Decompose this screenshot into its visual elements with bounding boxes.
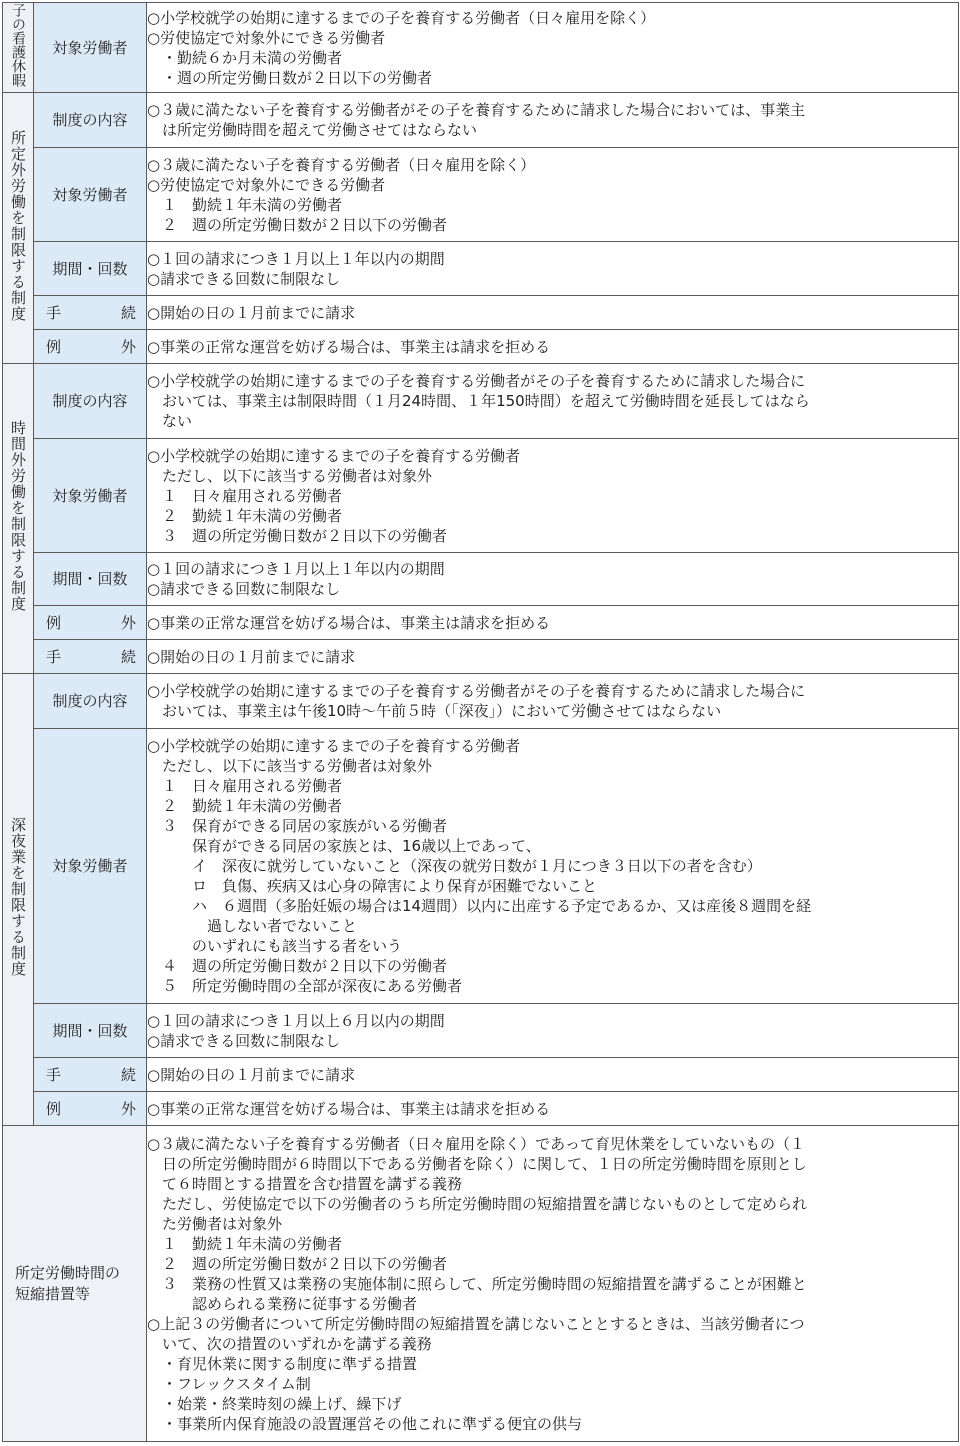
table-row [3, 1092, 959, 1126]
table-row [3, 606, 959, 640]
row-content: ○１回の請求につき１月以上１年以内の期間 ○請求できる回数に制限なし [147, 553, 959, 606]
row-label: 制度の内容 [34, 674, 147, 729]
row-label-text: 例 外 [46, 1099, 136, 1118]
row-content: ○１回の請求につき１月以上６月以内の期間 ○請求できる回数に制限なし [147, 1004, 959, 1058]
row-label-text: 手 続 [46, 647, 136, 666]
table-row [3, 439, 959, 553]
row-label: 対象労働者 [34, 3, 147, 93]
table-row [3, 1126, 959, 1442]
row-content: ○３歳に満たない子を養育する労働者がその子を養育するために請求した場合においては、事業主 は所定労働時間を超えて労働させてはならない [147, 93, 959, 148]
row-label: 期間・回数 [34, 1004, 147, 1058]
row-content: ○事業の正常な運営を妨げる場合は、事業主は請求を拒める [147, 1092, 959, 1126]
row-content: ○開始の日の１月前までに請求 [147, 1058, 959, 1092]
category-label: 所定労働時間の 短縮措置等 [15, 1263, 121, 1303]
row-label-text: 例 外 [46, 613, 136, 632]
row-label: 対象労働者 [34, 148, 147, 242]
row-content: ○１回の請求につき１月以上１年以内の期間 ○請求できる回数に制限なし [147, 242, 959, 296]
childcare-measures-table [2, 2, 959, 1442]
table-row [3, 1004, 959, 1058]
table-row [3, 640, 959, 674]
row-label: 制度の内容 [34, 364, 147, 439]
row-content: ○開始の日の１月前までに請求 [147, 296, 959, 330]
category-cell: 時間外労働を制限する制度 [3, 364, 34, 674]
row-content: ○小学校就学の始期に達するまでの子を養育する労働者がその子を養育するために請求した場合に おいては、事業主は午後10時～午前５時（「深夜」）において労働させてはならない [147, 674, 959, 729]
row-label: 制度の内容 [34, 93, 147, 148]
table-row [3, 553, 959, 606]
category-cell: 深夜業を制限する制度 [3, 674, 34, 1126]
table-row [3, 3, 959, 93]
row-content: ○３歳に満たない子を養育する労働者（日々雇用を除く）であって育児休業をしていないもの（１ 日の所定労働時間が６時間以下である労働者を除く）に関して、１日の所定労働時間を原則とし て６時間とする措置を含む措置を講ずる義務 ただし、労使協定で以下の労働者のうち所定労働時間の短縮措置を講じないものとして定められ た労働者は対象外 １ 勤続１年未満の労働者 ２ 週の所定労働日数が２日以下の労働者 ３ 業務の性質又は業務の実施体制に照らして、所定労働時間の短縮措置を講ずることが困難と 認められる業務に従事する労働者 ○上記３の労働者について所定労働時間の短縮措置を講じないこととするときは、当該労働者につ いて、次の措置のいずれかを講ずる義務 ・育児休業に関する制度に準ずる措置 ・フレックスタイム制 ・始業・終業時刻の繰上げ、繰下げ ・事業所内保育施設の設置運営その他これに準ずる便宜の供与 [147, 1126, 959, 1442]
table-row [3, 729, 959, 1004]
row-label-text: 手 続 [46, 303, 136, 322]
row-label [34, 1092, 147, 1126]
row-content: ○小学校就学の始期に達するまでの子を養育する労働者がその子を養育するために請求した場合に おいては、事業主は制限時間（１月24時間、１年150時間）を超えて労働時間を延長してはなら ない [147, 364, 959, 439]
row-label-text: 手 続 [46, 1065, 136, 1084]
table-row [3, 1058, 959, 1092]
table-row [3, 93, 959, 148]
row-label [34, 296, 147, 330]
table-row [3, 296, 959, 330]
row-label [34, 1058, 147, 1092]
row-label: 期間・回数 [34, 242, 147, 296]
table-row [3, 674, 959, 729]
table-row [3, 148, 959, 242]
row-content: ○事業の正常な運営を妨げる場合は、事業主は請求を拒める [147, 330, 959, 364]
category-cell: 所定外労働を制限する制度 [3, 93, 34, 364]
row-label [34, 330, 147, 364]
row-label-text: 例 外 [46, 337, 136, 356]
row-content: ○開始の日の１月前までに請求 [147, 640, 959, 674]
row-content: ○小学校就学の始期に達するまでの子を養育する労働者 ただし、以下に該当する労働者は対象外 １ 日々雇用される労働者 ２ 勤続１年未満の労働者 ３ 週の所定労働日数が２日以下の労働者 [147, 439, 959, 553]
table-row [3, 242, 959, 296]
table-row [3, 330, 959, 364]
row-label [34, 640, 147, 674]
row-content: ○事業の正常な運営を妨げる場合は、事業主は請求を拒める [147, 606, 959, 640]
row-label: 対象労働者 [34, 729, 147, 1004]
table-row [3, 364, 959, 439]
row-label [34, 606, 147, 640]
row-content: ○小学校就学の始期に達するまでの子を養育する労働者（日々雇用を除く） ○労使協定で対象外にできる労働者 ・勤続６か月未満の労働者 ・週の所定労働日数が２日以下の労働者 [147, 3, 959, 93]
row-content: ○３歳に満たない子を養育する労働者（日々雇用を除く） ○労使協定で対象外にできる労働者 １ 勤続１年未満の労働者 ２ 週の所定労働日数が２日以下の労働者 [147, 148, 959, 242]
row-content: ○小学校就学の始期に達するまでの子を養育する労働者 ただし、以下に該当する労働者は対象外 １ 日々雇用される労働者 ２ 勤続１年未満の労働者 ３ 保育ができる同居の家族がいる労働者 保育ができる同居の家族とは、16歳以上であって、 イ 深夜に就労していないこと（深夜の就労日数が１月につき３日以下の者を含む） ロ 負傷、疾病又は心身の障害により保育が困難でないこと ハ ６週間（多胎妊娠の場合は14週間）以内に出産する予定であるか、又は産後８週間を経 過しない者でないこと のいずれにも該当する者をいう ４ 週の所定労働日数が２日以下の労働者 ５ 所定労働時間の全部が深夜にある労働者 [147, 729, 959, 1004]
row-label: 期間・回数 [34, 553, 147, 606]
row-label: 対象労働者 [34, 439, 147, 553]
category-cell [3, 1126, 147, 1442]
category-cell: 子の看護休暇 [3, 3, 34, 93]
